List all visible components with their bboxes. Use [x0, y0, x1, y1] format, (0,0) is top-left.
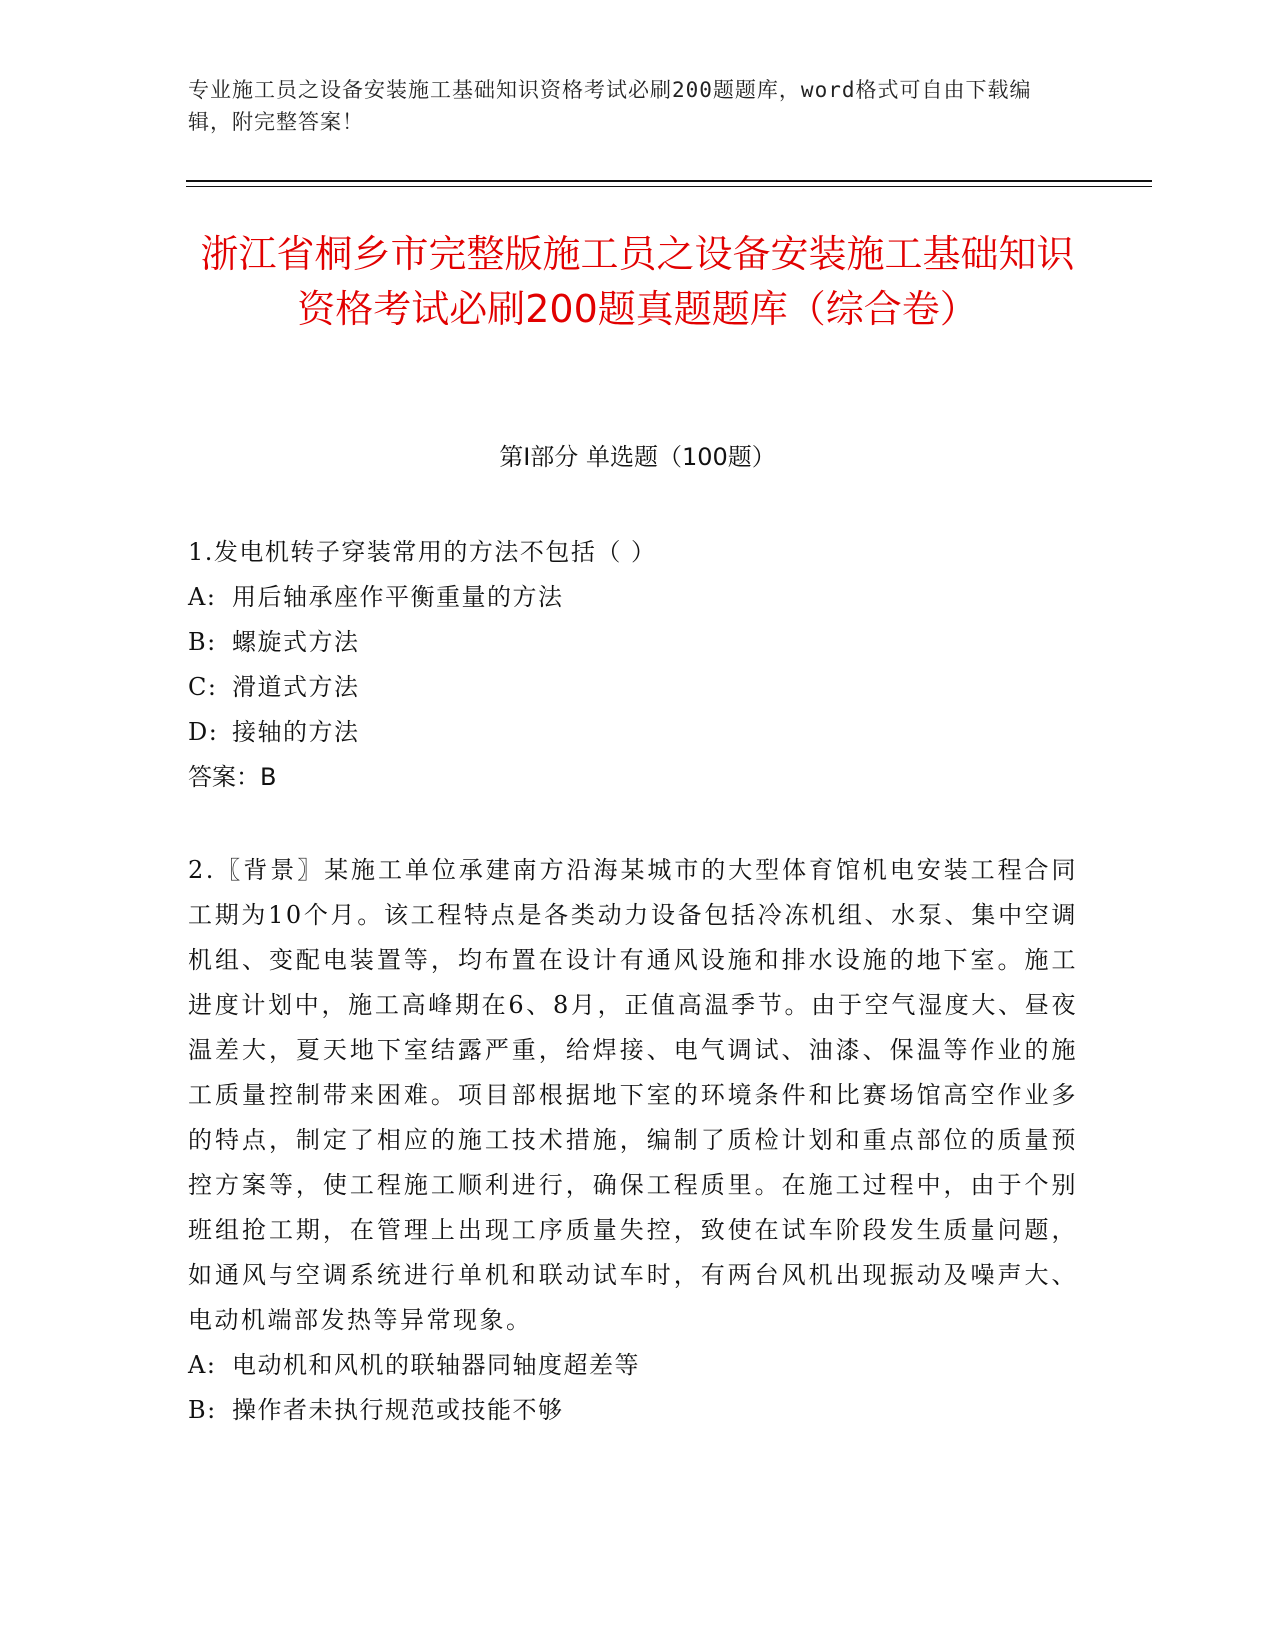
option-text: 接轴的方法: [232, 718, 360, 746]
option-letter: C:: [188, 673, 218, 701]
option-text: 电动机和风机的联轴器同轴度超差等: [232, 1351, 640, 1379]
option-letter: B:: [188, 1396, 217, 1424]
option-text: 螺旋式方法: [232, 628, 360, 656]
header-rule-thin: [186, 186, 1152, 187]
header-note: 专业施工员之设备安装施工基础知识资格考试必刷200题题库，word格式可自由下载编辑，附完整答案！: [188, 78, 1032, 134]
option-text: 用后轴承座作平衡重量的方法: [232, 583, 564, 611]
option-b: [188, 620, 1088, 665]
option-c: [188, 665, 1088, 710]
option-b: [188, 1388, 1078, 1433]
option-a: [188, 1343, 1078, 1388]
question-stem: 1.发电机转子穿装常用的方法不包括（ ）: [188, 538, 657, 566]
option-letter: D:: [188, 718, 219, 746]
question-2: [188, 848, 1078, 1433]
option-d: [188, 710, 1088, 755]
header-rule-thick: [186, 180, 1152, 182]
option-a: [188, 575, 1088, 620]
answer-line: 答案：B: [188, 763, 277, 791]
option-letter: B:: [188, 628, 217, 656]
option-text: 操作者未执行规范或技能不够: [232, 1396, 564, 1424]
option-letter: A:: [188, 583, 217, 611]
option-text: 滑道式方法: [232, 673, 360, 701]
question-stem: 2.〖背景〗某施工单位承建南方沿海某城市的大型体育馆机电安装工程合同工期为10个月。该工程特点是各类动力设备包括冷冻机组、水泵、集中空调机组、变配电装置等，均布置在设计有通风设施和排水设施的地下室。施工进度计划中，施工高峰期在6、8月，正值高温季节。由于空气湿度大、昼夜温差大，夏天地下室结露严重，给焊接、电气调试、油漆、保温等作业的施工质量控制带来困难。项目部根据地下室的环境条件和比赛场馆高空作业多的特点，制定了相应的施工技术措施，编制了质检计划和重点部位的质量预控方案等，使工程施工顺利进行，确保工程质里。在施工过程中，由于个别班组抢工期，在管理上出现工序质量失控，致使在试车阶段发生质量问题，如通风与空调系统进行单机和联动试车时，有两台风机出现振动及噪声大、电动机端部发热等异常现象。: [188, 856, 1078, 1334]
document-title: 浙江省桐乡市完整版施工员之设备安装施工基础知识资格考试必刷200题真题题库（综合卷）: [200, 232, 1075, 331]
section-heading: 第I部分 单选题（100题）: [499, 443, 776, 471]
question-1: [188, 530, 1088, 800]
option-letter: A:: [188, 1351, 217, 1379]
